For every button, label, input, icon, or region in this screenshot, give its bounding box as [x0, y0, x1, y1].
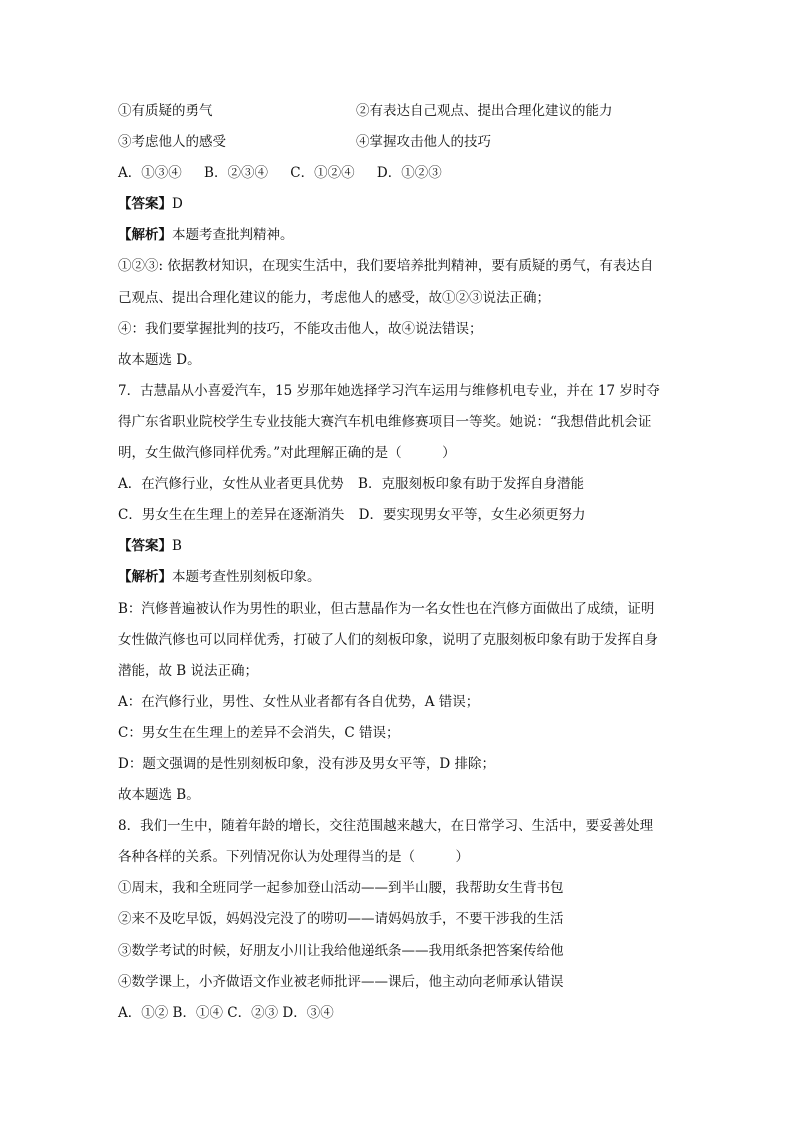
q7-analysis-line: 故本题选 B。: [118, 787, 200, 804]
q7-option-a: A．在汽修行业，女性从业者更具优势: [118, 476, 344, 493]
q6-statement-3: ③考虑他人的感受: [118, 134, 226, 151]
q8-option-a: A．①②: [118, 1004, 169, 1021]
q8-statement: ①周末，我和全班同学一起参加登山活动——到半山腰，我帮助女生背书包: [118, 880, 564, 897]
q6-statements-row1: [118, 96, 698, 127]
q6-statement-1: ①有质疑的勇气: [118, 103, 213, 119]
q7-analysis-line: 潜能，故 B 说法正确；: [118, 662, 259, 679]
q6-statement-2: ②有表达自己观点、提出合理化建议的能力: [356, 103, 613, 119]
q7-option-c: C．男女生在生理上的差异在逐渐消失: [118, 507, 345, 524]
analysis-intro: 本题考查批判精神。: [172, 227, 294, 244]
q6-option-c: C．①②④: [290, 165, 355, 182]
q8-options: [118, 998, 698, 1029]
q8-option-c: C．②③: [227, 1004, 279, 1021]
q7-analysis-line: 女性做汽修也可以同样优秀，打破了人们的刻板印象，说明了克服刻板印象有助于发挥自身: [118, 631, 658, 648]
q7-option-d: D．要实现男女平等，女生必须更努力: [358, 507, 586, 524]
q6-analysis-line: 己观点、提出合理化建议的能力，考虑他人的感受，故①②③说法正确；: [118, 289, 550, 306]
q7-stem-line: 得广东省职业院校学生专业技能大赛汽车机电维修赛项目一等奖。她说：“我想借此机会证: [118, 413, 652, 430]
q8-statement: ②来不及吃早饭，妈妈没完没了的唠叨——请妈妈放手，不要干涉我的生活: [118, 911, 564, 928]
q6-option-b: B．②③④: [204, 165, 268, 182]
q8-option-b: B．①④: [172, 1004, 223, 1021]
q8-statement: ③数学考试的时候，好朋友小川让我给他递纸条——我用纸条把答案传给他: [118, 942, 564, 959]
q7-options-row2: [118, 500, 698, 531]
q8-option-d: D．③④: [282, 1004, 334, 1021]
answer-tag: 【答案】: [118, 196, 172, 213]
analysis-tag: 【解析】: [118, 569, 172, 586]
q6-option-a: A．①③④: [118, 165, 182, 182]
q7-analysis-line: C：男女生在生理上的差异不会消失，C 错误；: [118, 724, 400, 741]
answer-value: D: [172, 196, 183, 213]
q6-options: [118, 158, 698, 189]
q7-answer: [118, 531, 698, 562]
q6-statements-row2: [118, 127, 698, 158]
q8-statement: ④数学课上，小齐做语文作业被老师批评——课后，他主动向老师承认错误: [118, 973, 564, 990]
q6-option-d: D．①②③: [376, 165, 442, 182]
q7-option-b: B．克服刻板印象有助于发挥自身潜能: [358, 476, 584, 493]
q6-analysis: [118, 220, 698, 251]
q8-stem-line: 8．我们一生中，随着年龄的增长，交往范围越来越大，在日常学习、生活中，要妥善处理: [118, 818, 654, 835]
q7-stem-line: 明，女生做汽修同样优秀。”对此理解正确的是（ ）: [118, 445, 456, 462]
analysis-intro: 本题考查性别刻板印象。: [172, 569, 321, 586]
q6-answer: [118, 189, 698, 220]
q7-analysis-line: B：汽修普遍被认作为男性的职业，但古慧晶作为一名女性也在汽修方面做出了成绩，证明: [118, 600, 655, 617]
q6-analysis-line: 故本题选 D。: [118, 351, 201, 368]
q6-statement-4: ④掌握攻击他人的技巧: [356, 134, 491, 151]
analysis-tag: 【解析】: [118, 227, 172, 244]
answer-tag: 【答案】: [118, 538, 172, 555]
q6-analysis-line: ①②③: 依据教材知识，在现实生活中，我们要培养批判精神，要有质疑的勇气，有表达自: [118, 258, 654, 275]
q7-options-row1: [118, 469, 698, 500]
answer-value: B: [172, 538, 182, 555]
document-page: [118, 96, 698, 1029]
q6-analysis-line: ④：我们要掌握批判的技巧，不能攻击他人，故④说法错误；: [118, 320, 483, 337]
q7-analysis: [118, 562, 698, 593]
q8-stem-line: 各种各样的关系。下列情况你认为处理得当的是（ ）: [118, 849, 469, 866]
q7-analysis-line: A：在汽修行业，男性、女性从业者都有各自优势，A 错误；: [118, 693, 480, 710]
q7-stem-line: 7．古慧晶从小喜爱汽车，15 岁那年她选择学习汽车运用与维修机电专业，并在 17 岁时夺: [118, 382, 660, 399]
q7-analysis-line: D：题文强调的是性别刻板印象，没有涉及男女平等，D 排除；: [118, 755, 495, 772]
